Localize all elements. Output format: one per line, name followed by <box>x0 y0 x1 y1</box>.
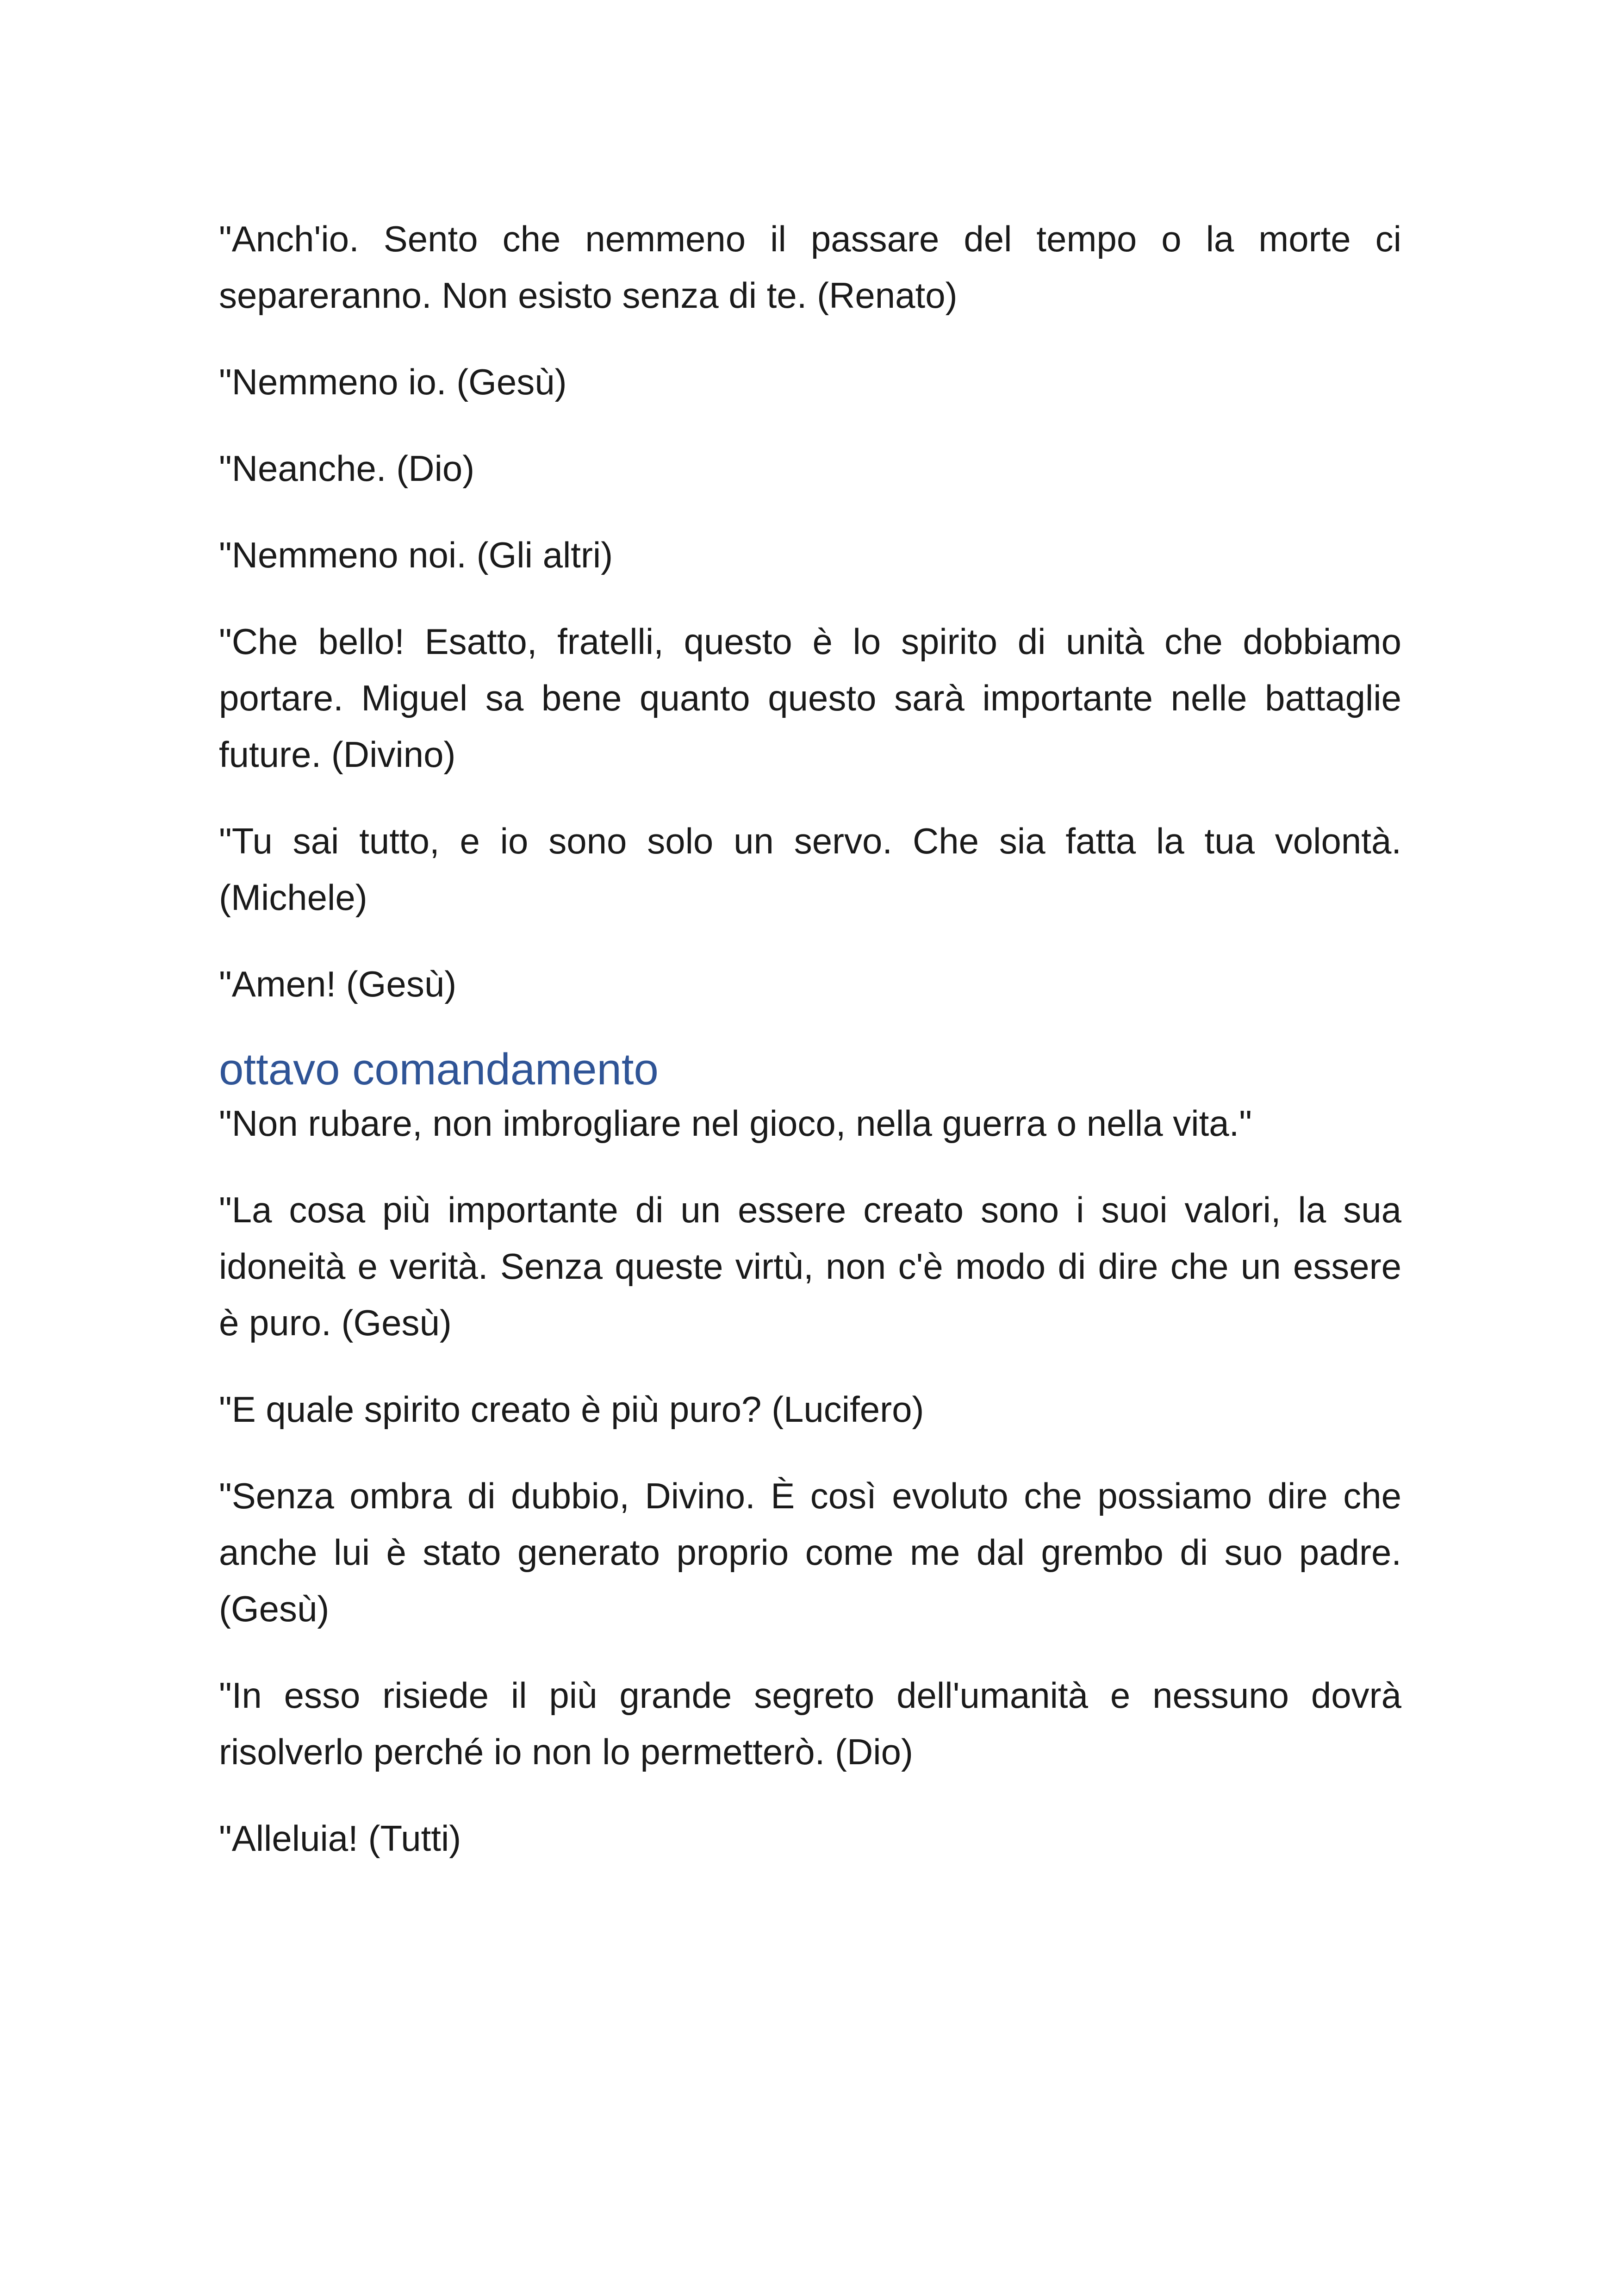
paragraph-gesu-1: "Nemmeno io. (Gesù) <box>219 361 567 402</box>
paragraph-divino: "Che bello! Esatto, fratelli, questo è lo spirito di unità che dobbiamo portare. Miguel sa bene quanto questo sarà importante nelle battaglie future. (Divino) <box>219 621 1401 775</box>
paragraph-gesu-3: "Senza ombra di dubbio, Divino. È così evoluto che possiamo dire che anche lui è stato generato proprio come me dal grembo di suo padre. (Gesù) <box>219 1475 1401 1629</box>
paragraph-gli-altri: "Nemmeno noi. (Gli altri) <box>219 535 613 575</box>
paragraph-michele: "Tu sai tutto, e io sono solo un servo. Che sia fatta la tua volontà. (Michele) <box>219 821 1401 918</box>
section-heading: ottavo comandamento <box>219 1045 659 1094</box>
paragraph-gesu-2: "La cosa più importante di un essere creato sono i suoi valori, la sua idoneità e verità. Senza queste virtù, non c'è modo di dire che un essere è puro. (Gesù) <box>219 1189 1401 1343</box>
paragraph-lucifero: "E quale spirito creato è più puro? (Lucifero) <box>219 1389 924 1430</box>
paragraph-commandment: "Non rubare, non imbrogliare nel gioco, nella guerra o nella vita." <box>219 1103 1252 1144</box>
document-page <box>219 211 1401 1897</box>
paragraph-renato: "Anch'io. Sento che nemmeno il passare del tempo o la morte ci separeranno. Non esisto senza di te. (Renato) <box>219 218 1401 316</box>
paragraph-dio-1: "Neanche. (Dio) <box>219 448 475 489</box>
paragraph-alleluia: "Alleluia! (Tutti) <box>219 1818 461 1859</box>
paragraph-dio-2: "In esso risiede il più grande segreto dell'umanità e nessuno dovrà risolverlo perché io non lo permetterò. (Dio) <box>219 1675 1401 1772</box>
paragraph-amen: "Amen! (Gesù) <box>219 964 457 1004</box>
